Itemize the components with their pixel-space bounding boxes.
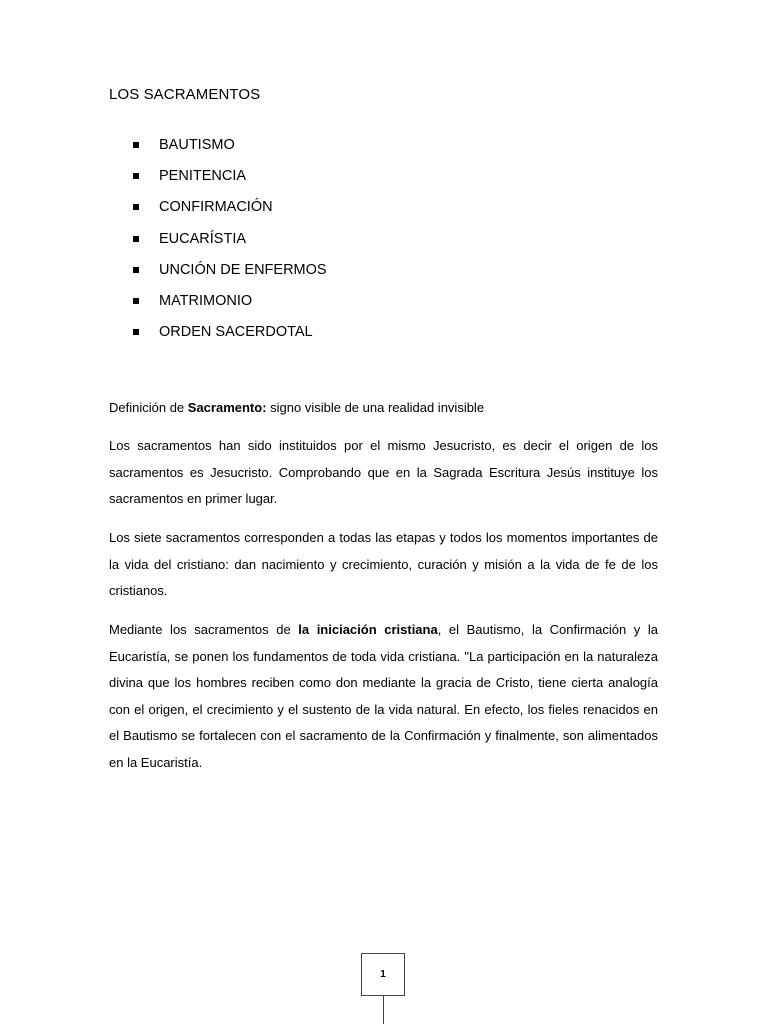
square-bullet-icon bbox=[133, 298, 139, 304]
definition-term: Sacramento: bbox=[187, 400, 267, 415]
square-bullet-icon bbox=[133, 173, 139, 179]
square-bullet-icon bbox=[133, 329, 139, 335]
paragraph-origin: Los sacramentos han sido instituidos por el mismo Jesucristo, es decir el origen de los sacramentos es Jesucristo. Comprobando que en la Sagrada Escritura Jesús instituye los sacramentos en primer lugar. bbox=[109, 438, 658, 506]
sacrament-label: BAUTISMO bbox=[159, 136, 235, 153]
square-bullet-icon bbox=[133, 142, 139, 148]
list-item bbox=[130, 285, 327, 316]
definition-text: signo visible de una realidad invisible bbox=[266, 400, 485, 415]
list-item bbox=[130, 254, 327, 285]
page-number-connector-line bbox=[383, 996, 384, 1024]
sacrament-label: CONFIRMACIÓN bbox=[159, 199, 273, 216]
page-number-box bbox=[361, 953, 405, 996]
paragraph-initiation-after: , el Bautismo, la Confirmación y la Eucaristía, se ponen los fundamentos de toda vida cristiana. "La participación en la naturaleza divina que los hombres reciben como don mediante la gracia de Cristo, tiene cierta analogía con el origen, el crecimiento y el sustento de la vida natural. En efecto, los fieles renacidos en el Bautismo se fortalecen con el sacramento de la Confirmación y finalmente, son alimentados en la Eucaristía. bbox=[109, 622, 658, 770]
list-item bbox=[130, 317, 327, 348]
sacrament-list bbox=[130, 129, 327, 348]
list-item bbox=[130, 160, 327, 191]
sacrament-label: MATRIMONIO bbox=[159, 293, 253, 310]
square-bullet-icon bbox=[133, 204, 139, 210]
sacrament-label: UNCIÓN DE ENFERMOS bbox=[159, 261, 327, 278]
definition-paragraph bbox=[109, 395, 658, 422]
page-number: 1 bbox=[380, 969, 386, 980]
list-item bbox=[130, 129, 327, 160]
list-item bbox=[130, 223, 327, 254]
sacrament-label: PENITENCIA bbox=[159, 167, 247, 184]
page-title: LOS SACRAMENTOS bbox=[109, 86, 261, 103]
sacrament-label: ORDEN SACERDOTAL bbox=[159, 324, 313, 341]
paragraph-initiation-bold: la iniciación cristiana bbox=[298, 622, 438, 637]
square-bullet-icon bbox=[133, 267, 139, 273]
paragraph-initiation-before: Mediante los sacramentos de bbox=[109, 622, 299, 637]
list-item bbox=[130, 192, 327, 223]
paragraph-stages: Los siete sacramentos corresponden a todas las etapas y todos los momentos importantes de la vida del cristiano: dan nacimiento y crecimiento, curación y misión a la vida de fe de los cristianos. bbox=[109, 530, 658, 598]
square-bullet-icon bbox=[133, 236, 139, 242]
paragraph-initiation bbox=[109, 617, 658, 776]
definition-prefix: Definición de bbox=[109, 400, 188, 415]
sacrament-label: EUCARÍSTIA bbox=[159, 230, 247, 247]
